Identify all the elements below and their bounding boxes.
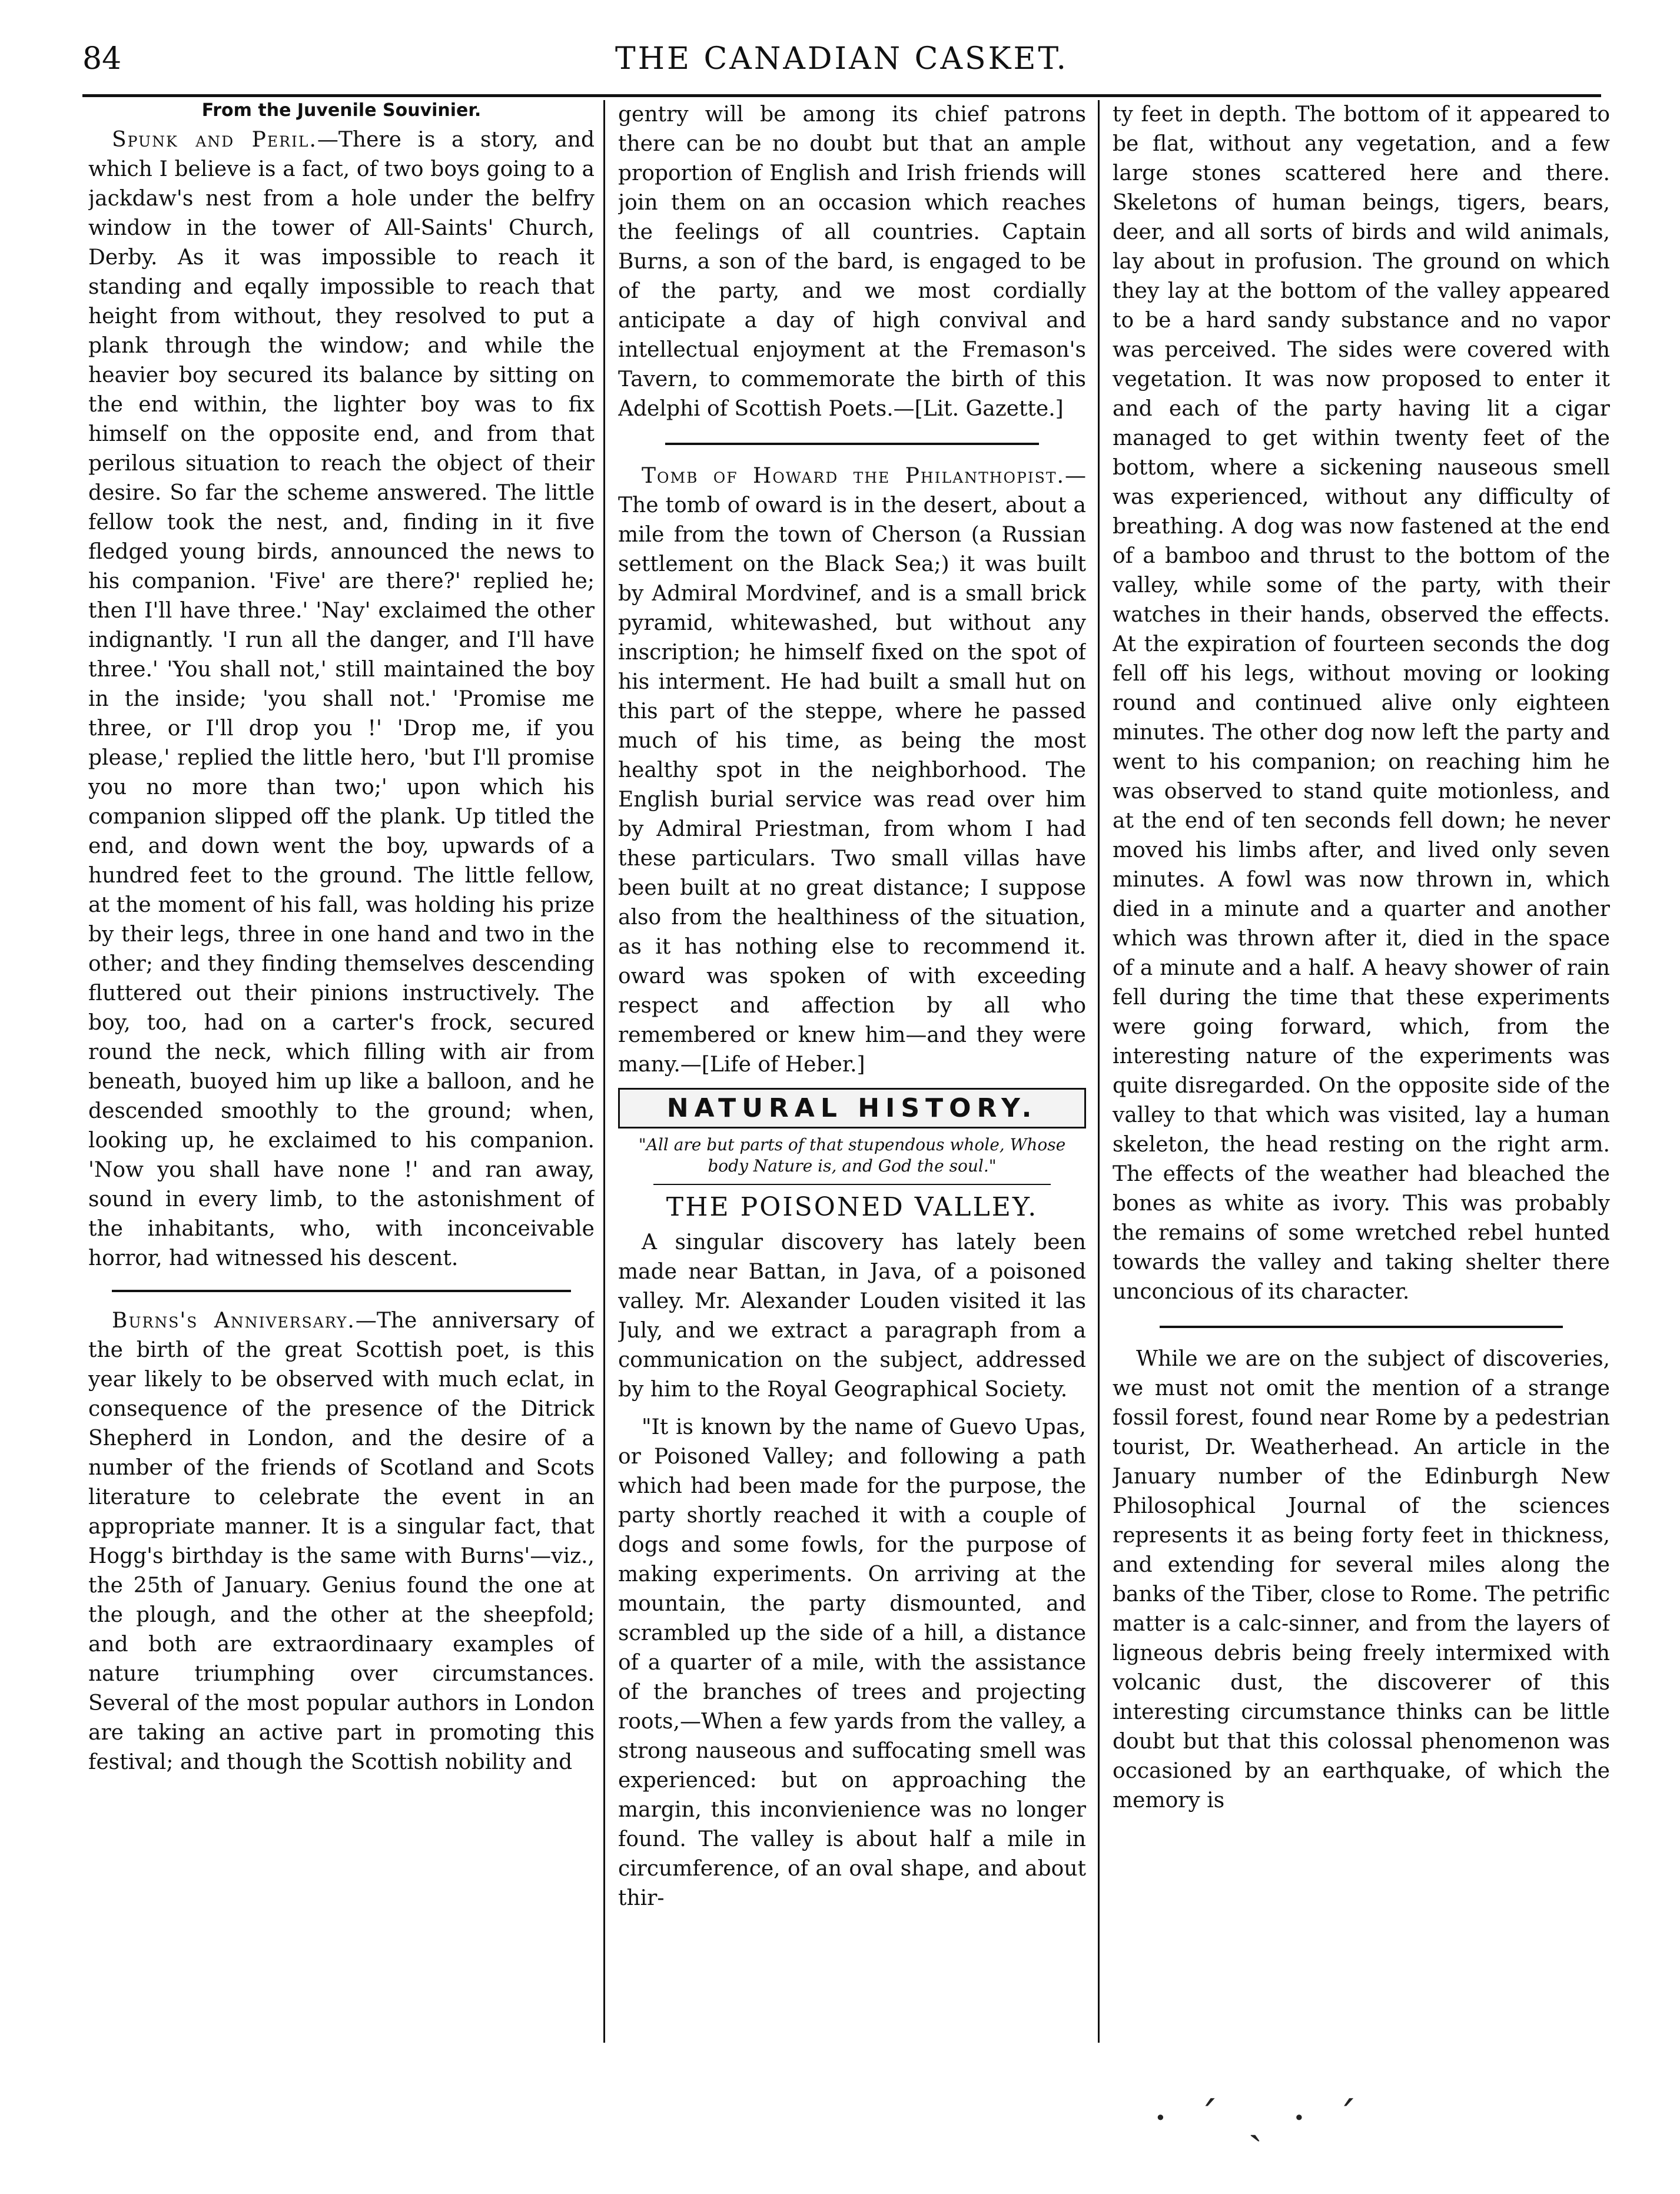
article-valley-intro: A singular discovery has lately been made near Battan, in Java, of a poisoned valley. Mr. Alexander Louden visited it las July, and we extract a paragraph from a communication on the subject, addressed by him to the Royal Geographical Society. — [618, 1230, 1086, 1402]
running-title: THE CANADIAN CASKET. — [615, 41, 1069, 77]
section-epigraph: "All are but parts of that stupendous whole, Whose body Nature is, and God the soul." — [638, 1135, 1066, 1176]
section-banner: NATURAL HISTORY. — [618, 1088, 1086, 1128]
page-header — [82, 35, 1601, 88]
column-2 — [618, 100, 1086, 2043]
article-source: From the Juvenile Souvinier. — [201, 100, 482, 121]
epigraph-rule — [653, 1184, 1051, 1185]
article-heading: Burns's Anniversary. — [112, 1309, 356, 1333]
article-valley-body: "It is known by the name of Guevo Upas, or Poisoned Valley; and following a path which had been made for the purpose, the party shortly reached it with a couple of dogs and some fowls, for the purpose of making experiments. On arriving at the mountain, the party dismounted, and scrambled up the side of a hill, a distance of a quarter of a mile, with the assistance of the branches of trees and projecting roots,—When a few yards from the valley, a strong nauseous and suffocating smell was experienced: but on approaching the margin, this inconvienience was no longer found. The valley is about half a mile in circumference, of an oval shape, and about thir- — [618, 1415, 1086, 1910]
ink-smudge: · ˊ ˎ · ˊ — [1154, 2093, 1366, 2142]
column-divider — [603, 100, 605, 2043]
column-3 — [1113, 100, 1610, 2043]
page-number: 84 — [82, 41, 122, 77]
article-body: —The tomb of oward is in the desert, about a mile from the town of Cherson (a Russian settlement on the Black Sea;) it was built by Admiral Mordvinef, and is a small brick pyramid, whitewashed, but without any inscription; he himself fixed on the spot of his interment. He had built a small hut on this part of the steppe, where he passed much of his time, as being the most healthy spot in the neighborhood. The English burial service was read over him by Admiral Priestman, from whom I had these particulars. Two small villas have been built at no great distance; I suppose also from the healthiness of the situation, as it has nothing else to recommend it. oward was spoken of with exceeding respect and affection by all who remembered or knew him—and they were many.—[Life of Heber.] — [618, 464, 1086, 1077]
article-burns-continued: gentry will be among its chief patrons there can be no doubt but that an ample proportion of English and Irish friends will join them on an occasion which reaches the feelings of all countries. Captain Burns, a son of the bard, is engaged to be of the party, and we most cordially anticipate a day of high convival and intellectual enjoyment at the Fremason's Tavern, to commemorate the birth of this Adelphi of Scottish Poets.—[Lit. Gazette.] — [618, 102, 1086, 421]
article-body: —There is a story, and which I believe is a fact, of two boys going to a jackdaw's nest from a hole under the belfry window in the tower of All-Saints' Church, Derby. As it was impossible to reach it standing and eqally impossible to reach that height from without, they resolved to put a plank through the window; and while the heavier boy secured its balance by sitting on the end within, the lighter boy was to fix himself on the opposite end, and from that perilous situation to reach the object of their desire. So far the scheme answered. The little fellow took the nest, and, finding in it five fledged young birds, announced the news to his companion. 'Five' are there?' replied he; then I'll have three.' 'Nay' exclaimed the other indignantly. 'I run all the danger, and I'll have three.' 'You shall not,' still maintained the boy in the inside; 'you shall not.' 'Promise me three, or I'll drop you !' 'Drop me, if you please,' replied the little hero, 'but I'll promise you no more than two;' upon which his companion slipped off the plank. Up titled the end, and down went the boy, upwards of a hundred feet to the ground. The little fellow, at the moment of his fall, was holding his prize by their legs, three in one hand and two in the other; and they finding themselves descending fluttered out their pinions instructively. The boy, too, had on a carter's frock, secured round the neck, which filling with air from beneath, buoyed him up like a balloon, and he descended smoothly to the ground; when, looking up, he exclaimed to his companion. 'Now you shall have none !' and ran away, sound in every limb, to the astonishment of the inhabitants, who, with inconceivable horror, had witnessed his descent. — [88, 128, 595, 1270]
article-heading: Spunk and Peril. — [112, 128, 317, 152]
column-divider — [1098, 100, 1100, 2043]
article-heading: Tomb of Howard the Philanthopist. — [642, 464, 1065, 488]
article-title: THE POISONED VALLEY. — [666, 1192, 1038, 1222]
header-rule — [82, 94, 1601, 97]
article-separator — [112, 1290, 571, 1292]
column-1 — [88, 100, 595, 2043]
article-tomb-of-howard — [618, 462, 1086, 1080]
article-valley-continued: ty feet in depth. The bottom of it appeared to be flat, without any vegetation, and a few large stones scattered here and there. Skeletons of human beings, tigers, bears, deer, and all sorts of birds and wild animals, lay about in profusion. The ground on which they lay at the bottom of the valley appeared to be a hard sandy substance and no vapor was perceived. The sides were covered with vegetation. It was now proposed to enter it and each of the party having lit a cigar managed to get within twenty feet of the bottom, where a sickening nauseous smell was experienced, without any difficulty of breathing. A dog was now fastened at the end of a bamboo and thrust to the bottom of the valley, while some of the party, with their watches in their hands, observed the effects. At the expiration of fourteen seconds the dog fell off his legs, without moving or looking round and continued alive only eighteen minutes. The other dog now left the party and went to his companion; on reaching him he was observed to stand quite motionless, and at the end of ten seconds fell down; he never moved his limbs after, and lived only seven minutes. A fowl was now thrown in, which died in a minute and a quarter and another which was thrown after it, died in the space of a minute and a half. A heavy shower of rain fell during the time that these experiments were going forward, which, from the interesting nature of the experiments was quite disregarded. On the opposite side of the valley to that which was visited, lay a human skeleton, the head resting on the right arm. The effects of the weather had bleached the bones as white as ivory. This was probably the remains of some wretched rebel hunted towards the valley and taking shelter there unconcious of its character. — [1113, 102, 1610, 1304]
article-separator — [665, 443, 1039, 445]
article-separator — [1160, 1326, 1563, 1328]
article-burns-anniversary — [88, 1306, 595, 1777]
article-body: —The anniversary of the birth of the great Scottish poet, is this year likely to be observed with much eclat, in consequence of the presence of the Ditrick Shepherd in London, and the desire of a number of the friends of Scotland and Scots literature to celebrate the event in an appropriate manner. It is a singular fact, that Hogg's birthday is the same with Burns'—viz., the 25th of January. Genius found the one at the plough, and the other at the sheepfold; and both are extraordinaary examples of nature triumphing over circumstances. Several of the most popular authors in London are taking an active part in promoting this festival; and though the Scottish nobility and — [88, 1309, 595, 1774]
article-fossil-forest: While we are on the subject of discoveries, we must not omit the mention of a strange fossil forest, found near Rome by a pedestrian tourist, Dr. Weatherhead. An article in the January number of the Edinburgh New Philosophical Journal of the sciences represents it as being forty feet in thickness, and extending for several miles along the banks of the Tiber, close to Rome. The petrific matter is a calc-sinner, and from the layers of ligneous debris being freely intermixed with volcanic dust, the discoverer of this interesting circumstance thinks can be little doubt but that this colossal phenomenon was occasioned by an earthquake, of which the memory is — [1113, 1347, 1610, 1813]
article-spunk-and-peril — [88, 125, 595, 1273]
